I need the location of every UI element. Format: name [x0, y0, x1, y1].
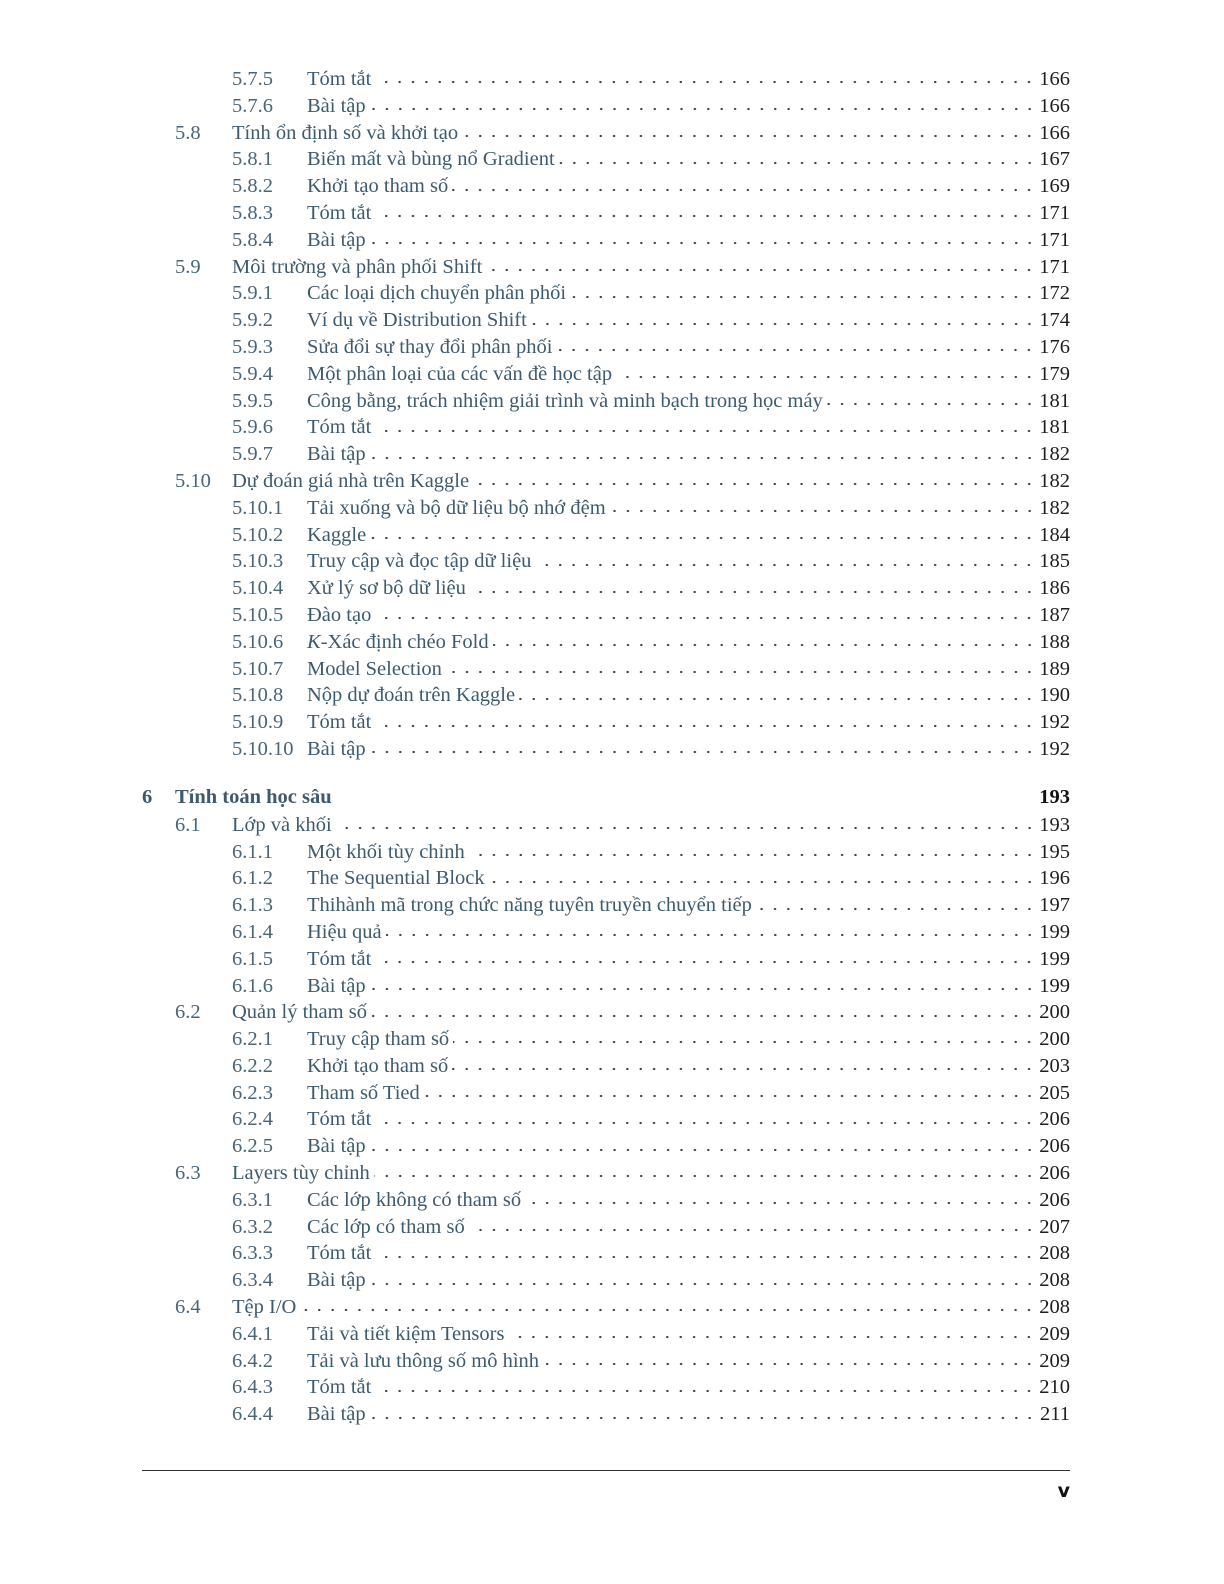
toc-entry-page[interactable]: 187 [1039, 603, 1070, 626]
toc-subsection-entry[interactable] [142, 1080, 1070, 1107]
toc-entry-page[interactable]: 189 [1039, 657, 1070, 680]
toc-entry-page[interactable]: 182 [1039, 496, 1070, 519]
toc-entry-page[interactable]: 206 [1039, 1108, 1070, 1131]
toc-entry-number: 6.1.2 [232, 867, 273, 890]
toc-entry-title[interactable]: Tải và lưu thông số mô hình [307, 1349, 540, 1372]
toc-entry-title[interactable]: Tóm tắt [307, 1376, 372, 1399]
toc-entry-page[interactable]: 209 [1039, 1322, 1070, 1345]
toc-entry-page[interactable]: 199 [1039, 920, 1070, 943]
toc-entry-page[interactable]: 211 [1040, 1403, 1070, 1426]
toc-entry-number: 6.4.3 [232, 1376, 273, 1399]
toc-entry-title[interactable]: Tóm tắt [307, 1242, 372, 1265]
toc-entry-title[interactable]: Layers tùy chỉnh [232, 1162, 370, 1185]
toc-subsection-entry[interactable] [142, 280, 1070, 307]
dot-leader [452, 1058, 1036, 1078]
toc-entry-page[interactable]: 184 [1039, 523, 1070, 546]
toc-subsection-entry[interactable] [142, 865, 1070, 892]
toc-entry-title[interactable]: Công bằng, trách nhiệm giải trình và minh bạch trong học máy [307, 389, 823, 412]
toc-entry-title[interactable]: Sửa đổi sự thay đổi phân phối [307, 335, 553, 358]
dot-leader [525, 1192, 1036, 1212]
toc-subsection-entry[interactable] [142, 548, 1070, 575]
toc-subsection-entry[interactable] [142, 388, 1070, 415]
toc-entry-page[interactable]: 206 [1039, 1135, 1070, 1158]
toc-entry-number: 5.10.10 [232, 737, 294, 760]
toc-subsection-entry[interactable] [142, 602, 1070, 629]
toc-entry-title[interactable]: Bài tập [307, 737, 366, 760]
toc-entry-title[interactable]: Ví dụ về Distribution Shift [307, 309, 527, 332]
dot-leader [371, 1005, 1036, 1025]
toc-subsection-entry[interactable] [142, 575, 1070, 602]
dot-leader [374, 1165, 1036, 1185]
toc-subsection-entry[interactable] [142, 1401, 1070, 1428]
toc-entry-title[interactable]: Tóm tắt [307, 1108, 372, 1131]
toc-subsection-entry[interactable] [142, 66, 1070, 93]
toc-entry-page[interactable]: 169 [1039, 175, 1070, 198]
toc-entry-number: 5.9.5 [232, 389, 273, 412]
toc-entry-number: 5.10.6 [232, 630, 284, 653]
toc-subsection-entry[interactable] [142, 1187, 1070, 1214]
toc-subsection-entry[interactable] [142, 1026, 1070, 1053]
dot-leader [370, 232, 1036, 252]
toc-entry-title[interactable]: Model Selection [307, 657, 442, 680]
toc-entry-number: 5.8 [175, 121, 201, 144]
toc-entry-number: 6.4.1 [232, 1322, 273, 1345]
toc-entry-number: 5.8.4 [232, 228, 273, 251]
dot-leader [375, 205, 1036, 225]
toc-entry-number: 5.9 [175, 255, 201, 278]
toc-entry-page[interactable]: 182 [1039, 443, 1070, 466]
toc-entry-number: 5.8.2 [232, 175, 273, 198]
toc-entry-title[interactable]: Bài tập [307, 1269, 366, 1292]
toc-entry-title[interactable]: Tính toán học sâu [175, 785, 332, 808]
toc-entry-title[interactable]: Xử lý sơ bộ dữ liệu [307, 577, 466, 600]
dot-leader [616, 366, 1036, 386]
toc-entry-number: 6.2.2 [232, 1054, 273, 1077]
toc-subsection-entry[interactable] [142, 200, 1070, 227]
toc-entry-number: 6.4 [175, 1296, 201, 1319]
toc-section-entry[interactable] [142, 468, 1070, 495]
toc-section-entry[interactable] [142, 1294, 1070, 1321]
toc-subsection-entry[interactable] [142, 973, 1070, 1000]
toc-entry-title[interactable]: Tóm tắt [307, 201, 372, 224]
dot-leader [531, 313, 1036, 333]
toc-entry-page[interactable]: 181 [1039, 389, 1070, 412]
toc-entry-page[interactable]: 200 [1039, 1028, 1070, 1051]
dot-leader [375, 1112, 1036, 1132]
dot-leader [610, 500, 1036, 520]
toc-entry-title[interactable]: Tóm tắt [307, 68, 372, 90]
toc-entry-number: 6.1.4 [232, 920, 273, 943]
toc-entry-page[interactable]: 195 [1039, 840, 1070, 863]
toc-entry-page[interactable]: 171 [1039, 255, 1070, 278]
toc-entry-title[interactable]: Một khối tùy chỉnh [307, 840, 465, 863]
dot-leader [370, 1139, 1036, 1159]
toc-entry-title[interactable]: Các loại dịch chuyển phân phối [307, 282, 567, 305]
dot-leader [375, 1380, 1036, 1400]
toc-entry-number: 6.2.1 [232, 1028, 273, 1051]
toc-entry-page[interactable]: 197 [1039, 894, 1070, 917]
toc-entry-page[interactable]: 209 [1039, 1349, 1070, 1372]
toc-entry-title[interactable]: Tải xuống và bộ dữ liệu bộ nhớ đệm [307, 496, 606, 519]
dot-leader [370, 978, 1036, 998]
dot-leader [535, 554, 1036, 574]
toc-subsection-entry[interactable] [142, 892, 1070, 919]
toc-entry-title[interactable]: Tính ổn định số và khởi tạo [232, 121, 459, 144]
toc-subsection-entry[interactable] [142, 709, 1070, 736]
toc-entry-title[interactable]: Các lớp không có tham số [307, 1188, 522, 1211]
toc-entry-number: 6.3.2 [232, 1215, 273, 1238]
toc-subsection-entry[interactable] [142, 1240, 1070, 1267]
dot-leader [336, 790, 1036, 810]
toc-subsection-entry[interactable] [142, 839, 1070, 866]
toc-entry-title[interactable]: Tệp I/O [232, 1296, 297, 1319]
toc-entry-page[interactable]: 208 [1039, 1269, 1070, 1292]
toc-entry-page[interactable]: 186 [1039, 577, 1070, 600]
dot-leader [469, 1219, 1036, 1239]
dot-leader [462, 125, 1036, 145]
toc-entry-page[interactable]: 172 [1039, 282, 1070, 305]
toc-entry-title[interactable]: Kaggle [307, 523, 367, 546]
toc-section-entry[interactable] [142, 254, 1070, 281]
toc-entry-page[interactable]: 199 [1039, 947, 1070, 970]
toc-section-entry[interactable] [142, 1160, 1070, 1187]
toc-subsection-entry[interactable] [142, 1267, 1070, 1294]
dot-leader [469, 844, 1036, 864]
toc-entry-number: 6.4.2 [232, 1349, 273, 1372]
toc-subsection-entry[interactable] [142, 93, 1070, 120]
toc-entry-title[interactable]: Khởi tạo tham số [307, 1054, 449, 1077]
toc-entry-page[interactable]: 196 [1039, 867, 1070, 890]
dot-leader [446, 661, 1036, 681]
toc-entry-number: 5.9.1 [232, 282, 273, 305]
toc-entry-title[interactable]: Bài tập [307, 974, 366, 997]
toc-subsection-entry[interactable] [142, 1348, 1070, 1375]
dot-leader [370, 1407, 1036, 1427]
toc-entry-page[interactable]: 185 [1039, 550, 1070, 573]
toc-entry-title[interactable]: Bài tập [307, 1135, 366, 1158]
toc-entry-number: 6.3 [175, 1162, 201, 1185]
toc-subsection-entry[interactable] [142, 1214, 1070, 1241]
dot-leader [473, 473, 1036, 493]
dot-leader [519, 688, 1036, 708]
dot-leader [453, 1031, 1036, 1051]
dot-leader [370, 527, 1036, 547]
toc-entry-page[interactable]: 206 [1039, 1188, 1070, 1211]
toc-subsection-entry[interactable] [142, 919, 1070, 946]
toc-entry-title[interactable]: Hiệu quả [307, 920, 382, 943]
toc-subsection-entry[interactable] [142, 946, 1070, 973]
toc-subsection-entry[interactable] [142, 414, 1070, 441]
toc-subsection-entry[interactable] [142, 1374, 1070, 1401]
toc-entry-number: 5.7.5 [232, 68, 273, 90]
toc-entry-number: 6.2.5 [232, 1135, 273, 1158]
toc-entry-number: 5.9.3 [232, 335, 273, 358]
dot-leader [375, 715, 1036, 735]
toc-entry-title[interactable]: Tóm tắt [307, 711, 372, 734]
dot-leader [370, 447, 1036, 467]
toc-entry-page[interactable]: 206 [1039, 1162, 1070, 1185]
dot-leader [375, 951, 1036, 971]
toc-entry-title[interactable]: Tải và tiết kiệm Tensors [307, 1322, 505, 1345]
toc-entry-title[interactable]: Nộp dự đoán trên Kaggle [307, 684, 516, 707]
dot-leader [386, 924, 1036, 944]
toc-entry-number: 5.9.6 [232, 416, 273, 439]
toc-subsection-entry[interactable] [142, 173, 1070, 200]
toc-entry-number: 6.4.4 [232, 1403, 273, 1426]
toc-entry-number: 6.3.3 [232, 1242, 273, 1265]
toc-entry-number: 6.2.3 [232, 1081, 273, 1104]
toc-entry-number: 5.10.9 [232, 711, 284, 734]
toc-entry-number: 5.8.1 [232, 148, 273, 171]
toc-entry-title[interactable]: Truy cập và đọc tập dữ liệu [307, 550, 532, 573]
toc-entry-number: 5.9.2 [232, 309, 273, 332]
dot-leader [336, 817, 1036, 837]
toc-section-entry[interactable] [142, 812, 1070, 839]
dot-leader [300, 1299, 1036, 1319]
toc-entry-page[interactable]: 166 [1039, 121, 1070, 144]
toc-entry-title[interactable]: Bài tập [307, 228, 366, 251]
toc-entry-title[interactable]: Môi trường và phân phối Shift [232, 255, 483, 278]
toc-subsection-entry[interactable] [142, 1053, 1070, 1080]
dot-leader [375, 607, 1036, 627]
toc-entry-title[interactable]: Dự đoán giá nhà trên Kaggle [232, 469, 470, 492]
toc-subsection-entry[interactable] [142, 307, 1070, 334]
toc-entry-title[interactable]: Tóm tắt [307, 416, 372, 439]
math-variable-k: K [307, 630, 321, 653]
dot-leader [827, 393, 1036, 413]
toc-entry-number: 6.1.6 [232, 974, 273, 997]
dot-leader [375, 420, 1036, 440]
toc-entry-number: 5.10.4 [232, 577, 284, 600]
toc-subsection-entry[interactable] [142, 361, 1070, 388]
toc-entry-title[interactable]: Một phân loại của các vấn đề học tập [307, 362, 613, 385]
toc-entry-title[interactable]: Thihành mã trong chức năng tuyên truyền chuyển tiếp [307, 894, 752, 917]
dot-leader [556, 339, 1036, 359]
toc-entry-page[interactable]: 166 [1039, 94, 1070, 117]
toc-entry-page[interactable]: 174 [1039, 309, 1070, 332]
toc-entry-page[interactable]: 171 [1039, 201, 1070, 224]
toc-entry-number: 5.10.2 [232, 523, 284, 546]
dot-leader [559, 152, 1036, 172]
dot-leader [370, 98, 1036, 118]
toc-entry-title[interactable]: Truy cập tham số [307, 1028, 450, 1051]
toc-entry-page[interactable]: 208 [1039, 1296, 1070, 1319]
toc-subsection-entry[interactable] [142, 334, 1070, 361]
toc-entry-page[interactable]: 179 [1039, 362, 1070, 385]
toc-entry-page[interactable]: 203 [1039, 1054, 1070, 1077]
toc-entry-number: 6.3.1 [232, 1188, 273, 1211]
dot-leader [486, 259, 1036, 279]
toc-entry-page[interactable]: 181 [1039, 416, 1070, 439]
toc-entry-number: 6.1.5 [232, 947, 273, 970]
table-of-contents [142, 66, 1070, 1428]
dot-leader [424, 1085, 1036, 1105]
toc-entry-title[interactable]: Bài tập [307, 1403, 366, 1426]
toc-section-entry[interactable] [142, 120, 1070, 147]
dot-leader [375, 1246, 1036, 1266]
toc-entry-title[interactable]: Tóm tắt [307, 947, 372, 970]
toc-subsection-entry[interactable] [142, 522, 1070, 549]
toc-entry-page[interactable]: 166 [1039, 68, 1070, 90]
toc-entry-title[interactable]: Bài tập [307, 443, 366, 466]
footer-divider [142, 1470, 1070, 1471]
toc-subsection-entry[interactable] [142, 495, 1070, 522]
toc-entry-title[interactable]: Bài tập [307, 94, 366, 117]
toc-entry-number: 6 [142, 785, 153, 808]
dot-leader [452, 179, 1036, 199]
toc-subsection-entry[interactable] [142, 146, 1070, 173]
toc-entry-title[interactable]: K-Xác định chéo Fold [307, 630, 489, 653]
toc-entry-number: 5.10 [175, 469, 211, 492]
toc-entry-number: 6.1.1 [232, 840, 273, 863]
toc-entry-title[interactable]: Khởi tạo tham số [307, 175, 449, 198]
dot-leader [470, 581, 1036, 601]
toc-entry-number: 5.9.7 [232, 443, 273, 466]
toc-entry-number: 5.7.6 [232, 94, 273, 117]
toc-subsection-entry[interactable] [142, 629, 1070, 656]
toc-entry-page[interactable]: 171 [1039, 228, 1070, 251]
toc-entry-page[interactable]: 199 [1039, 974, 1070, 997]
toc-subsection-entry[interactable] [142, 656, 1070, 683]
toc-entry-title[interactable]: Các lớp có tham số [307, 1215, 465, 1238]
toc-entry-title[interactable]: Tham số Tied [307, 1081, 420, 1104]
toc-section-entry[interactable] [142, 999, 1070, 1026]
toc-entry-page[interactable]: 193 [1039, 785, 1070, 808]
toc-entry-number: 5.9.4 [232, 362, 273, 385]
toc-entry-page[interactable]: 208 [1039, 1242, 1070, 1265]
toc-subsection-entry[interactable] [142, 1106, 1070, 1133]
dot-leader [543, 1353, 1036, 1373]
toc-entry-page[interactable]: 200 [1039, 1001, 1070, 1024]
toc-entry-number: 5.8.3 [232, 201, 273, 224]
toc-entry-page[interactable]: 192 [1039, 711, 1070, 734]
toc-entry-page[interactable]: 190 [1039, 684, 1070, 707]
toc-entry-number: 6.2.4 [232, 1108, 273, 1131]
dot-leader [508, 1326, 1036, 1346]
toc-entry-number: 5.10.8 [232, 684, 284, 707]
toc-subsection-entry[interactable] [142, 682, 1070, 709]
toc-entry-page[interactable]: 205 [1039, 1081, 1070, 1104]
toc-entry-number: 5.10.7 [232, 657, 284, 680]
toc-entry-page[interactable]: 210 [1039, 1376, 1070, 1399]
toc-entry-number: 6.3.4 [232, 1269, 273, 1292]
toc-entry-page[interactable]: 167 [1039, 148, 1070, 171]
toc-entry-page[interactable]: 176 [1039, 335, 1070, 358]
toc-entry-number: 5.10.3 [232, 550, 284, 573]
toc-subsection-entry[interactable] [142, 1133, 1070, 1160]
toc-entry-title[interactable]: Quản lý tham số [232, 1001, 367, 1024]
toc-subsection-entry[interactable] [142, 441, 1070, 468]
dot-leader [370, 1273, 1036, 1293]
toc-entry-title[interactable]: Biến mất và bùng nổ Gradient [307, 148, 555, 171]
toc-subsection-entry[interactable] [142, 227, 1070, 254]
toc-chapter-entry[interactable] [142, 784, 1070, 812]
toc-entry-page[interactable]: 193 [1039, 813, 1070, 836]
dot-leader [370, 741, 1036, 761]
toc-entry-title[interactable]: The Sequential Block [307, 867, 485, 890]
toc-entry-page[interactable]: 207 [1039, 1215, 1070, 1238]
toc-entry-number: 5.10.5 [232, 603, 284, 626]
toc-subsection-entry[interactable] [142, 1321, 1070, 1348]
toc-entry-title[interactable]: Lớp và khối [232, 813, 332, 836]
toc-entry-number: 5.10.1 [232, 496, 284, 519]
dot-leader [493, 634, 1036, 654]
toc-entry-number: 6.2 [175, 1001, 201, 1024]
page-number: v [1057, 1480, 1070, 1502]
dot-leader [375, 71, 1036, 91]
toc-entry-title[interactable]: Đào tạo [307, 603, 372, 626]
dot-leader [570, 286, 1036, 306]
toc-entry-page[interactable]: 182 [1039, 469, 1070, 492]
toc-subsection-entry[interactable] [142, 736, 1070, 763]
dot-leader [756, 898, 1036, 918]
toc-entry-number: 6.1 [175, 813, 201, 836]
dot-leader [489, 871, 1036, 891]
toc-entry-page[interactable]: 188 [1039, 630, 1070, 653]
toc-entry-number: 6.1.3 [232, 894, 273, 917]
toc-entry-page[interactable]: 192 [1039, 737, 1070, 760]
